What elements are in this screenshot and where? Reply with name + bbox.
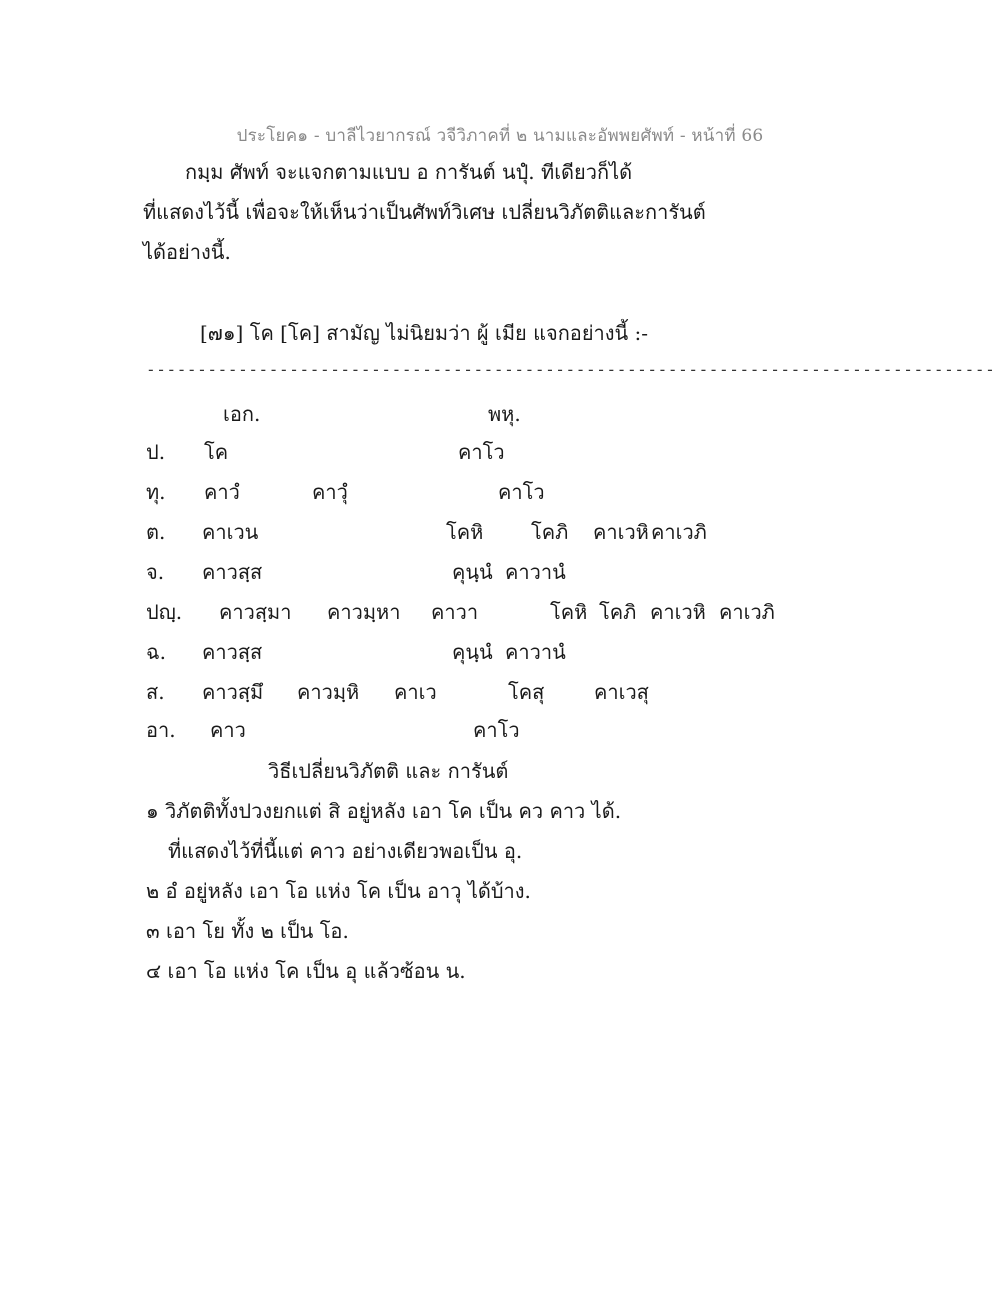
plural-form: คุนฺนํ <box>452 560 493 584</box>
singular-form: คาวํ <box>204 480 240 504</box>
plural-form: โคภิ <box>599 600 637 624</box>
intro-line-2: ที่แสดงไว้นี้ เพื่อจะให้เห็นว่าเป็นศัพท์วิเศษ เปลี่ยนวิภัตติและการันต์ <box>143 200 706 224</box>
plural-form: คาเวภิ <box>719 600 775 624</box>
plural-form: คุนฺนํ <box>452 640 493 664</box>
case-label: ทุ. <box>146 480 166 504</box>
plural-form: คาวานํ <box>505 560 566 584</box>
singular-form: คาวา <box>431 600 479 624</box>
intro-line-3: ได้อย่างนี้. <box>143 240 231 264</box>
rule-item-4: ๔ เอา โอ แห่ง โค เป็น อุ แล้วซ้อน น. <box>146 959 466 983</box>
page-header: ประโยค๑ - บาลีไวยากรณ์ วจีวิภาคที่ ๒ นามและอัพพยศัพท์ - หน้าที่ 66 <box>236 126 764 146</box>
rule-item-1: ๑ วิภัตติทั้งปวงยกแต่ สิ อยู่หลัง เอา โค เป็น คว คาว ได้. <box>146 799 622 823</box>
singular-form: คาวสฺมึ <box>202 680 264 704</box>
singular-form: คาเว <box>394 680 437 704</box>
plural-form: คาโว <box>458 440 505 464</box>
singular-form: คาวมฺหิ <box>297 680 360 704</box>
case-label: อา. <box>146 718 176 742</box>
case-label: ป. <box>146 440 166 464</box>
singular-form: คาวสฺส <box>202 640 263 664</box>
rule-item-2: ๒ อํ อยู่หลัง เอา โอ แห่ง โค เป็น อาวุ ได้บ้าง. <box>146 879 531 903</box>
rules-title: วิธีเปลี่ยนวิภัตติ และ การันต์ <box>268 759 509 783</box>
case-label: จ. <box>146 560 165 584</box>
singular-form: คาวสฺส <box>202 560 263 584</box>
column-header-plural: พหุ. <box>488 402 521 426</box>
rule-item-1-note: ที่แสดงไว้ที่นี้แต่ คาว อย่างเดียวพอเป็น อุ. <box>168 839 523 863</box>
plural-form: โคหิ <box>446 520 484 544</box>
plural-form: คาวานํ <box>505 640 566 664</box>
plural-form: โคสุ <box>508 680 545 704</box>
case-label: ต. <box>146 520 166 544</box>
case-label: ฉ. <box>146 640 166 664</box>
plural-form: โคหิ <box>550 600 588 624</box>
singular-form: คาวสฺมา <box>219 600 292 624</box>
plural-form: คาโว <box>473 718 520 742</box>
singular-form: คาเวน <box>202 520 259 544</box>
rule-item-3: ๓ เอา โย ทั้ง ๒ เป็น โอ. <box>146 919 349 943</box>
column-header-singular: เอก. <box>223 402 261 426</box>
plural-form: คาโว <box>498 480 545 504</box>
singular-form: คาว <box>210 718 246 742</box>
case-label: ปญฺ. <box>146 600 183 624</box>
plural-form: คาเวหิ <box>593 520 649 544</box>
plural-form: โคภิ <box>531 520 569 544</box>
case-label: ส. <box>146 680 165 704</box>
intro-line-1: กมฺม ศัพท์ จะแจกตามแบบ อ การันต์ นปุํ. ทีเดียวก็ได้ <box>185 160 633 184</box>
singular-form: คาวมฺหา <box>327 600 401 624</box>
plural-form: คาเวหิ <box>650 600 706 624</box>
plural-form: คาเวภิ <box>651 520 707 544</box>
singular-form: โค <box>204 440 229 464</box>
divider: ----------------------------------------------------------------------------------- <box>146 360 996 379</box>
singular-form: คาวุํ <box>312 480 348 504</box>
plural-form: คาเวสุ <box>594 680 649 704</box>
section-heading: [๗๑] โค [โค] สามัญ ไม่นิยมว่า ผู้ เมีย แจกอย่างนี้ :- <box>200 321 649 345</box>
